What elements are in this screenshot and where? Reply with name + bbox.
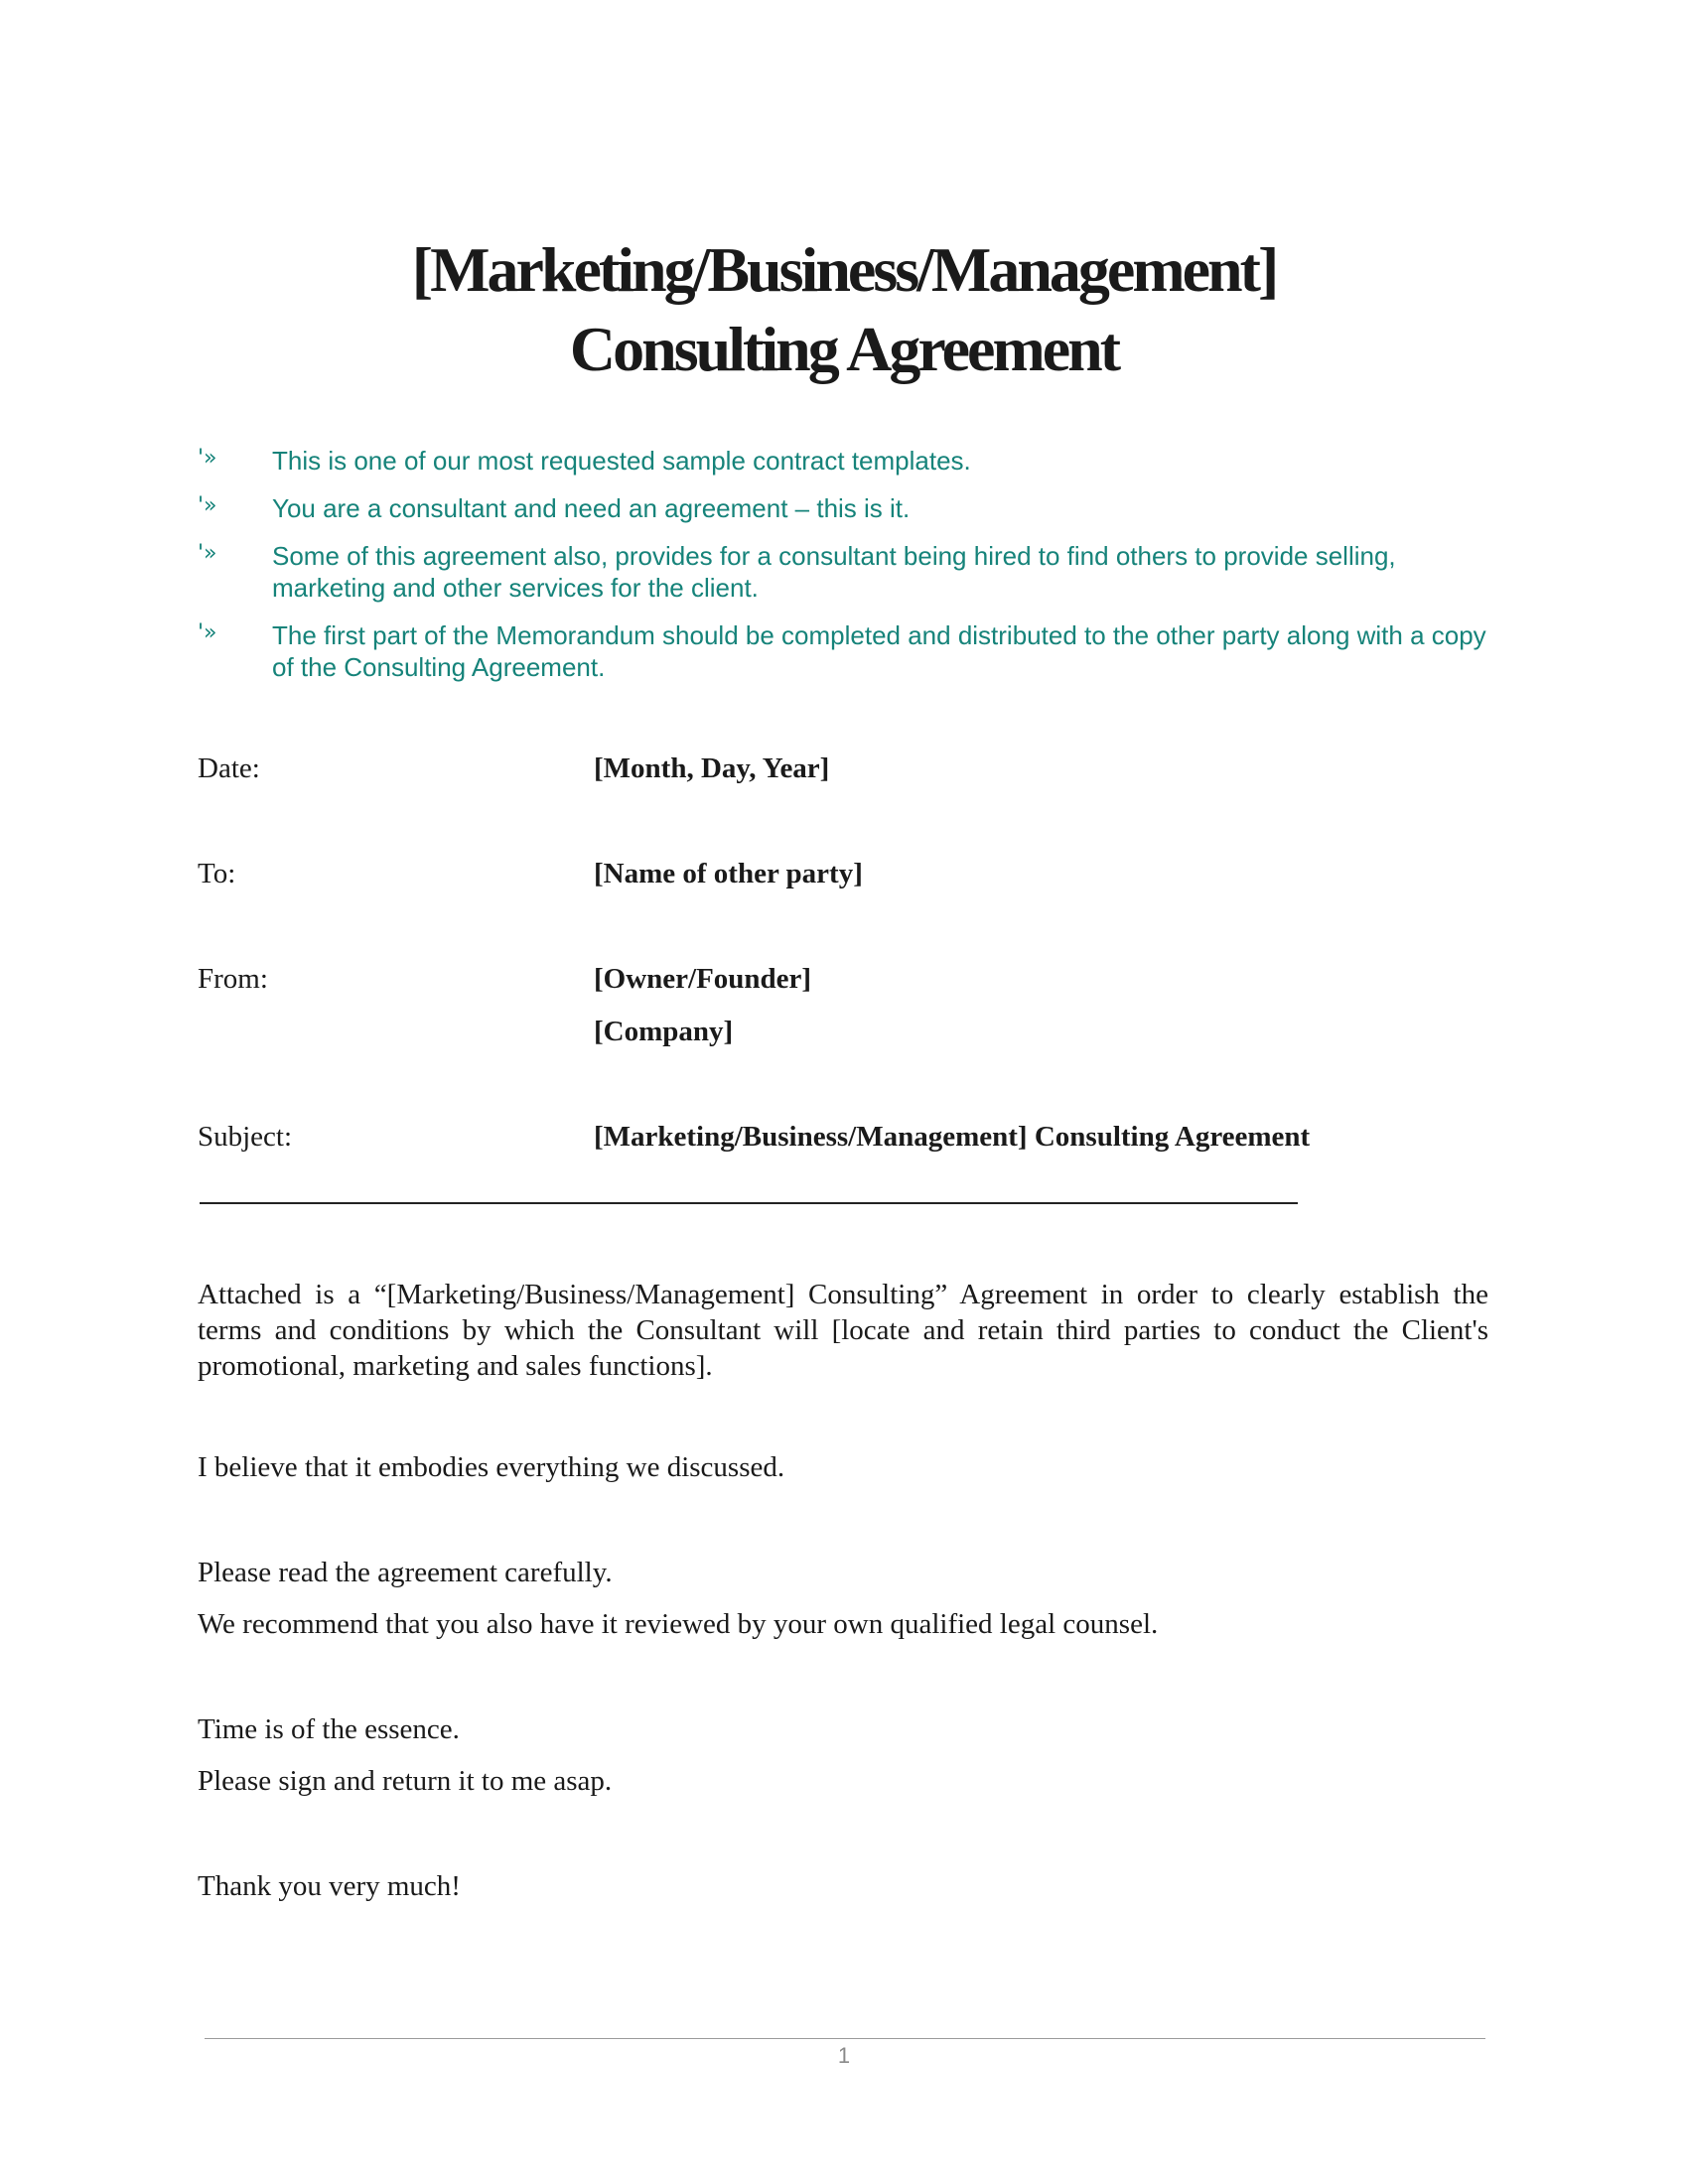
from-label: From: — [198, 963, 268, 995]
note-text: The first part of the Memorandum should be completed and distributed to the other party along with a copy of the Consulting Agreement. — [272, 620, 1486, 682]
body-paragraph: Please read the agreement carefully. — [198, 1557, 613, 1588]
to-value: [Name of other party] — [594, 858, 863, 889]
page-number: 1 — [837, 2043, 851, 2068]
to-label: To: — [198, 858, 236, 889]
template-notes — [198, 445, 1488, 699]
document-title — [0, 230, 1688, 389]
memo-divider — [200, 1202, 1298, 1204]
subject-label: Subject: — [198, 1121, 293, 1153]
bullet-marker-icon: '» — [198, 493, 217, 518]
note-text: You are a consultant and need an agreement – this is it. — [272, 493, 911, 523]
body-paragraph: Please sign and return it to me asap. — [198, 1765, 613, 1797]
note-text: This is one of our most requested sample contract templates. — [272, 446, 971, 476]
note-text: Some of this agreement also, provides for a consultant being hired to find others to provide selling, marketing and other services for the client. — [272, 541, 1396, 603]
footer-divider — [205, 2038, 1485, 2039]
bullet-marker-icon: '» — [198, 620, 217, 645]
note-item — [198, 619, 1488, 683]
body-paragraph: Time is of the essence. — [198, 1713, 460, 1745]
from-value-owner: [Owner/Founder] — [594, 963, 812, 995]
title-line-2: Consulting Agreement — [569, 314, 1119, 384]
bullet-marker-icon: '» — [198, 541, 217, 566]
subject-value: [Marketing/Business/Management] Consulting Agreement — [594, 1121, 1311, 1153]
date-value: [Month, Day, Year] — [594, 752, 830, 784]
from-value-company: [Company] — [594, 1016, 734, 1047]
date-label: Date: — [198, 752, 260, 784]
note-item — [198, 492, 1488, 524]
body-paragraph-closing: Thank you very much! — [198, 1870, 461, 1902]
body-paragraph-intro: Attached is a “[Marketing/Business/Management] Consulting” Agreement in order to clearly establish the terms and conditions by which the Consultant will [locate and retain third parties to conduct the Client's promotional, marketing and sales functions]. — [198, 1279, 1488, 1382]
body-paragraph: We recommend that you also have it reviewed by your own qualified legal counsel. — [198, 1608, 1159, 1640]
body-paragraph: I believe that it embodies everything we discussed. — [198, 1451, 785, 1483]
title-line-1: [Marketing/Business/Management] — [411, 234, 1277, 305]
bullet-marker-icon: '» — [198, 446, 217, 471]
note-item — [198, 445, 1488, 477]
note-item — [198, 540, 1488, 604]
